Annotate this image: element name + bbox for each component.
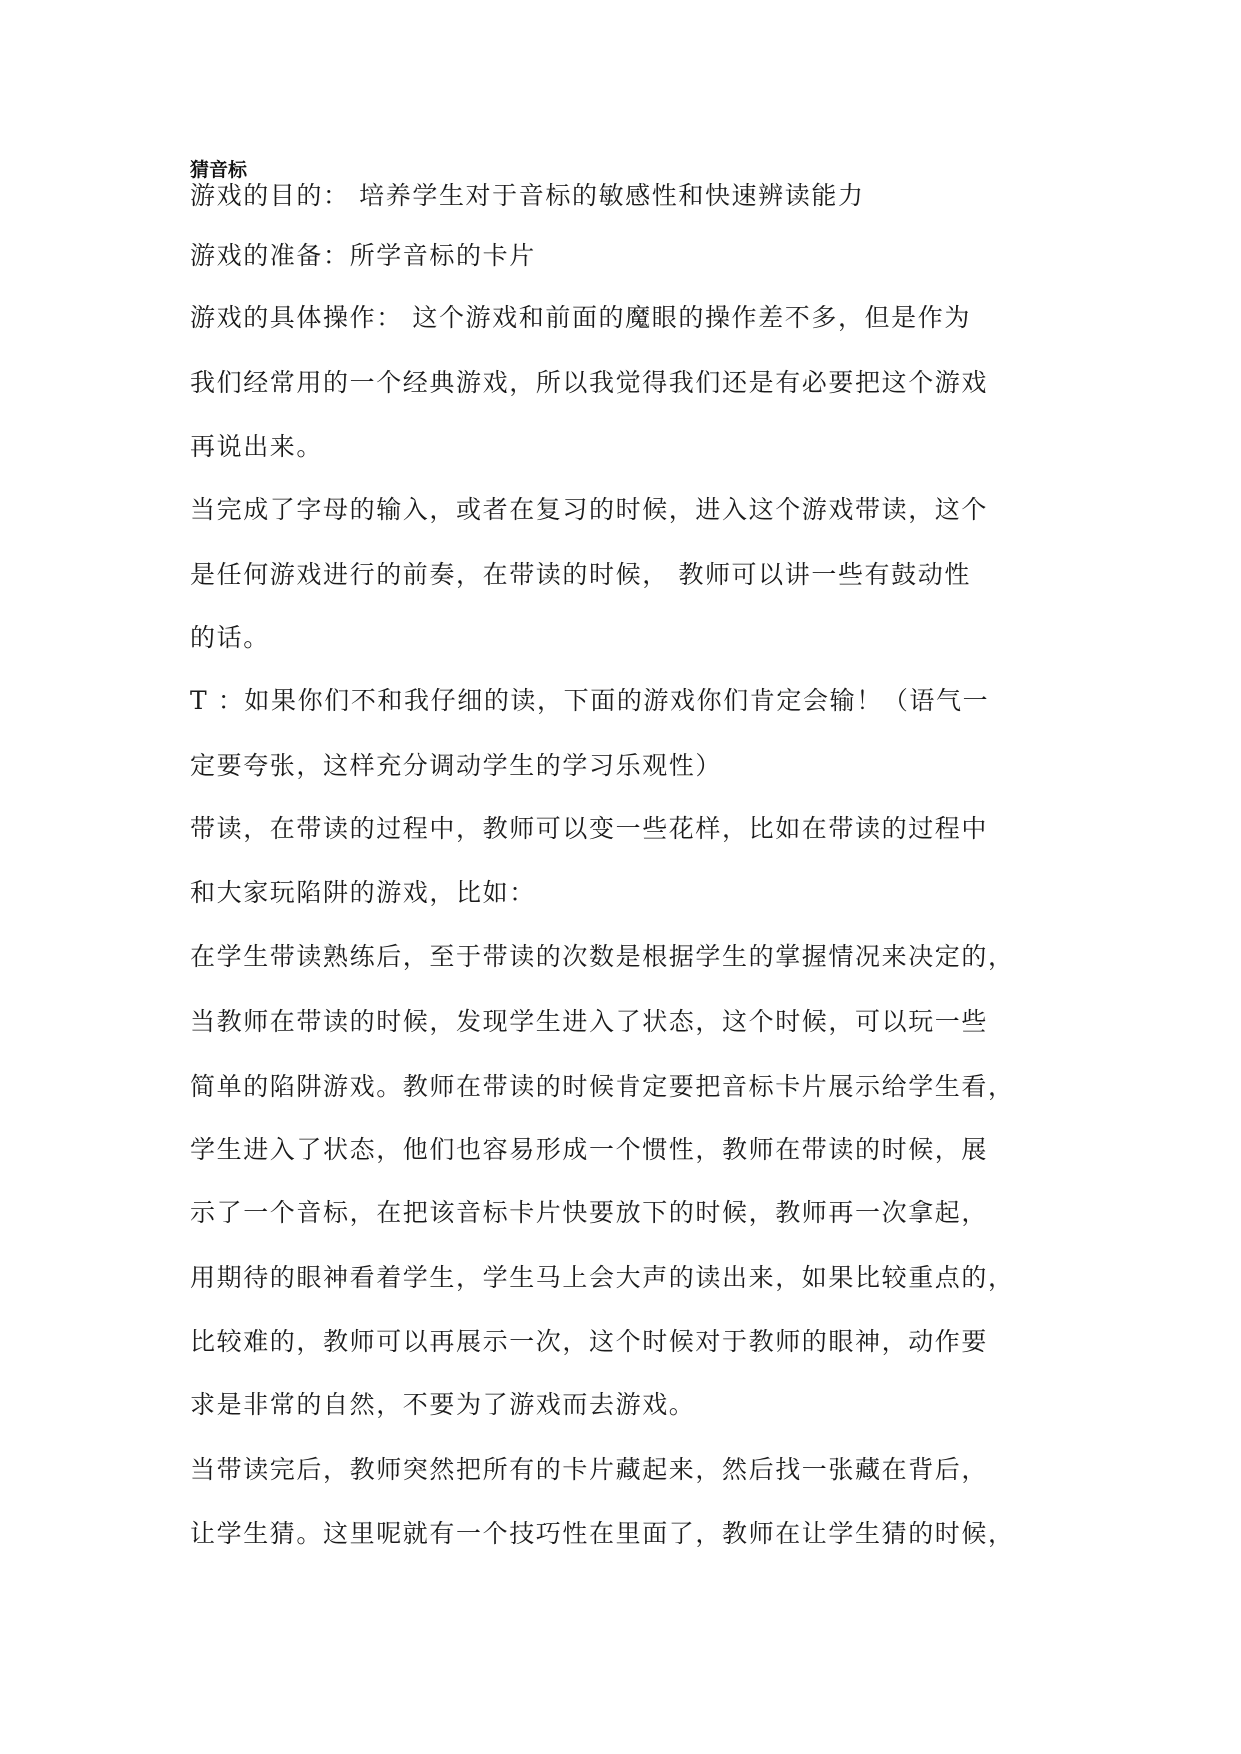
paragraph-line: 用期待的眼神看着学生，学生马上会大声的读出来，如果比较重点的， [190, 1263, 1015, 1292]
paragraph-line: 的话。 [190, 623, 270, 652]
paragraph-line: 示了一个音标，在把该音标卡片快要放下的时候，教师再一次拿起， [190, 1198, 989, 1227]
paragraph-line: 再说出来。 [190, 432, 324, 461]
paragraph-line: 和大家玩陷阱的游戏，比如： [190, 878, 536, 907]
paragraph-line: 求是非常的自然，不要为了游戏而去游戏。 [190, 1390, 696, 1419]
paragraph-line: 游戏的目的： 培养学生对于音标的敏感性和快速辨读能力 [190, 181, 865, 210]
paragraph-line: 我们经常用的一个经典游戏，所以我觉得我们还是有必要把这个游戏 [190, 368, 989, 397]
paragraph-line: 在学生带读熟练后，至于带读的次数是根据学生的掌握情况来决定的， [190, 942, 1015, 971]
paragraph-line: 当完成了字母的输入，或者在复习的时候，进入这个游戏带读，这个 [190, 495, 989, 524]
paragraph-line: 学生进入了状态，他们也容易形成一个惯性，教师在带读的时候，展 [190, 1135, 989, 1164]
paragraph-line: 当带读完后，教师突然把所有的卡片藏起来，然后找一张藏在背后， [190, 1455, 989, 1484]
paragraph-line: 是任何游戏进行的前奏，在带读的时候， 教师可以讲一些有鼓动性 [190, 560, 971, 589]
document-title: 猜音标 [190, 159, 248, 181]
paragraph-line: 让学生猜。这里呢就有一个技巧性在里面了，教师在让学生猜的时候， [190, 1519, 1015, 1548]
paragraph-line: T ：如果你们不和我仔细的读，下面的游戏你们肯定会输！（语气一 [190, 686, 990, 715]
paragraph-line: 定要夸张，这样充分调动学生的学习乐观性） [190, 751, 723, 780]
paragraph-line: 游戏的具体操作： 这个游戏和前面的魔眼的操作差不多，但是作为 [190, 303, 971, 332]
paragraph-line: 当教师在带读的时候，发现学生进入了状态，这个时候，可以玩一些 [190, 1007, 989, 1036]
paragraph-line: 简单的陷阱游戏。教师在带读的时候肯定要把音标卡片展示给学生看， [190, 1072, 1015, 1101]
paragraph-line: 游戏的准备：所学音标的卡片 [190, 241, 536, 270]
paragraph-line: 比较难的，教师可以再展示一次，这个时候对于教师的眼神，动作要 [190, 1327, 989, 1356]
paragraph-line: 带读，在带读的过程中，教师可以变一些花样，比如在带读的过程中 [190, 814, 989, 843]
